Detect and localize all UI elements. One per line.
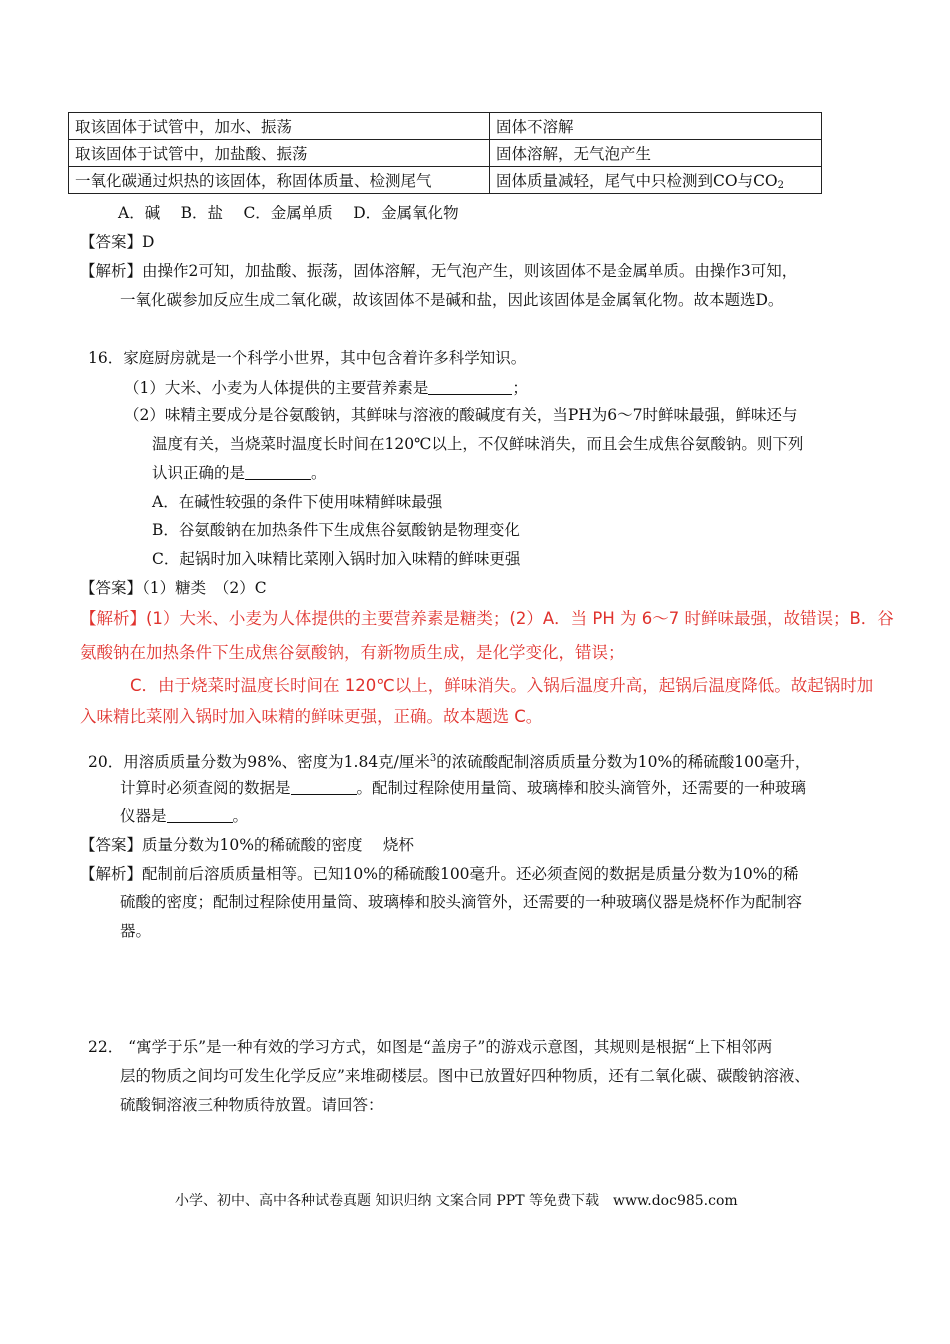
- q16-option-a: A．在碱性较强的条件下使用味精鲜味最强: [152, 493, 443, 511]
- table-row: [69, 113, 822, 140]
- table-row: [69, 167, 822, 194]
- table-cell: 取该固体于试管中，加水、振荡: [69, 113, 490, 140]
- q16-answer: 【答案】（1）糖类 （2）C: [80, 579, 267, 597]
- q16-analysis-line2: 氨酸钠在加热条件下生成焦谷氨酸钠，有新物质生成，是化学变化，错误；: [80, 643, 625, 662]
- q16-stem: 16．家庭厨房就是一个科学小世界，其中包含着许多科学知识。: [88, 349, 527, 367]
- table-cell: 取该固体于试管中，加盐酸、振荡: [69, 140, 490, 167]
- q16-part1: [124, 378, 528, 398]
- answer-blank: [291, 779, 357, 795]
- answer-blank: [428, 379, 512, 395]
- q20-line2-a: 计算时必须查阅的数据是: [120, 779, 291, 797]
- q16-option-b: B．谷氨酸钠在加热条件下生成焦谷氨酸钠是物理变化: [152, 521, 520, 539]
- q20-line3-a: 仪器是: [120, 807, 167, 825]
- q15-analysis-line2: 一氧化碳参加反应生成二氧化碳，故该固体不是碱和盐，因此该固体是金属氧化物。故本题选D。: [120, 291, 784, 309]
- q16-part2-text: 认识正确的是: [152, 464, 246, 482]
- q16-part2-line2: 温度有关，当烧菜时温度长时间在120℃以上，不仅鲜味消失，而且会生成焦谷氨酸钠。则下列: [152, 435, 804, 453]
- q15-answer: 【答案】D: [80, 233, 155, 251]
- table-cell: [490, 167, 822, 194]
- table-cell-text: 固体质量减轻，尾气中只检测到CO与CO: [496, 172, 778, 190]
- q16-part1-text: （1）大米、小麦为人体提供的主要营养素是: [124, 379, 429, 397]
- q20-analysis-line2: 硫酸的密度；配制过程除使用量筒、玻璃棒和胶头滴管外，还需要的一种玻璃仪器是烧杯作为配制容: [120, 893, 803, 911]
- q16-part2-line3: [152, 463, 327, 483]
- q20-line1-b: 的浓硫酸配制溶质质量分数为10%的稀硫酸100毫升，: [436, 753, 811, 771]
- q16-part1-end: ；: [512, 379, 528, 397]
- q16-part2-end: 。: [311, 464, 327, 482]
- q20-analysis-line3: 器。: [120, 922, 152, 940]
- page-footer: 小学、初中、高中各种试卷真题 知识归纳 文案合同 PPT 等免费下载 www.doc985.com: [175, 1193, 738, 1209]
- subscript-2: 2: [777, 180, 785, 191]
- table-cell: 固体溶解，无气泡产生: [490, 140, 822, 167]
- q16-option-c: C．起锅时加入味精比菜刚入锅时加入味精的鲜味更强: [152, 550, 521, 568]
- q15-analysis-line1: 【解析】由操作2可知，加盐酸、振荡，固体溶解，无气泡产生，则该固体不是金属单质。由操作3可知，: [80, 262, 798, 280]
- q16-part2-line1: （2）味精主要成分是谷氨酸钠，其鲜味与溶液的酸碱度有关，当PH为6～7时鲜味最强，鲜味还与: [124, 406, 798, 424]
- q20-line2: [120, 778, 806, 798]
- q20-line1: [88, 749, 810, 772]
- q20-analysis-line1: 【解析】配制前后溶质质量相等。已知10%的稀硫酸100毫升。还必须查阅的数据是质量分数为10%的稀: [80, 865, 799, 883]
- q22-line3: 硫酸铜溶液三种物质待放置。请回答：: [120, 1096, 384, 1114]
- superscript-3: 3: [429, 753, 437, 764]
- q16-analysis-line4: 入味精比菜刚入锅时加入味精的鲜味更强，正确。故本题选 C。: [80, 707, 543, 726]
- table-row: [69, 140, 822, 167]
- q20-line3: [120, 806, 248, 826]
- q16-analysis-line3: C．由于烧菜时温度长时间在 120℃以上，鲜味消失。入锅后温度升高，起锅后温度降低。故起锅时加: [130, 676, 874, 695]
- table-cell: 固体不溶解: [490, 113, 822, 140]
- q20-answer: 【答案】质量分数为10%的稀硫酸的密度 烧杯: [80, 836, 414, 854]
- q20-line1-a: 20．用溶质质量分数为98%、密度为1.84克/厘米: [88, 753, 430, 771]
- q20-line2-b: 。配制过程除使用量筒、玻璃棒和胶头滴管外，还需要的一种玻璃: [356, 779, 807, 797]
- q22-line2: 层的物质之间均可发生化学反应”来堆砌楼层。图中已放置好四种物质，还有二氧化碳、碳酸钠溶液、: [120, 1067, 810, 1085]
- q20-line3-b: 。: [232, 807, 249, 825]
- answer-blank: [167, 807, 233, 823]
- answer-blank: [245, 464, 311, 480]
- q15-options: A．碱 B．盐 C．金属单质 D．金属氧化物: [118, 204, 459, 222]
- table-cell: 一氧化碳通过炽热的该固体，称固体质量、检测尾气: [69, 167, 490, 194]
- q16-analysis-line1: 【解析】(1）大米、小麦为人体提供的主要营养素是糖类；(2）A．当 PH 为 6～7 时鲜味最强，故错误；B．谷: [80, 609, 894, 628]
- q22-line1: 22． “寓学于乐”是一种有效的学习方式，如图是“盖房子”的游戏示意图，其规则是根据“上下相邻两: [88, 1038, 773, 1056]
- experiment-table: [68, 112, 822, 194]
